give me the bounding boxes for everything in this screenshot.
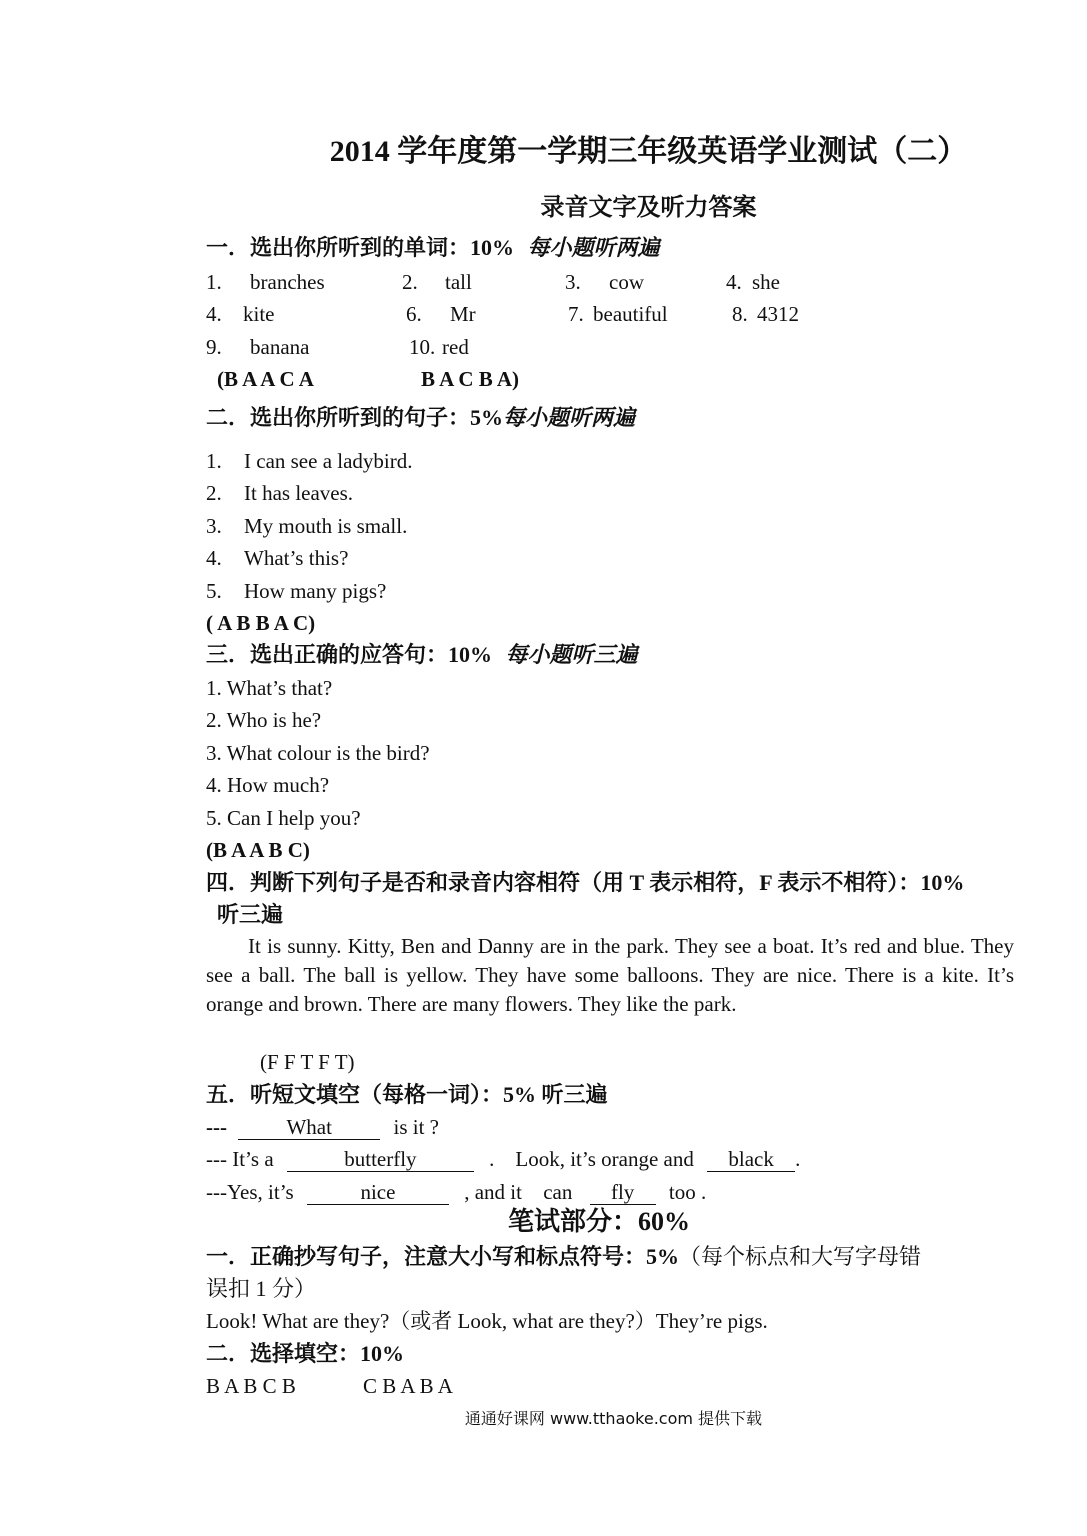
section4-passage: It is sunny. Kitty, Ben and Danny are in the park. They see a boat. It’s red and blue. They see a ball. The ball is yellow. They have some balloons. They are nice. There is a kite. It’s orange and brown. There are many flowers. They like the park. (206, 934, 1014, 1016)
list-item-number: 2. (206, 481, 222, 505)
written-q2-heading: 二．选择填空：10% (206, 1341, 405, 1366)
list-item: What’s this? (244, 546, 349, 570)
answer-blank: black (707, 1149, 795, 1172)
answer-blank: nice (307, 1182, 449, 1205)
section5-heading: 五．听短文填空（每格一词）：5% 听三遍 (206, 1082, 608, 1107)
section1-item: beautiful (593, 302, 668, 326)
section1-answer: B A C B A) (421, 367, 520, 391)
section4-heading: 四．判断下列句子是否和录音内容相符（用 T 表示相符，F 表示不相符）：10% (206, 870, 965, 895)
section1-item: Mr (450, 302, 476, 326)
section1-item: banana (250, 335, 310, 359)
list-item-number: 5. (206, 579, 222, 603)
fill-line: --- It’s a butterfly . Look, it’s orange and black . (206, 1147, 801, 1171)
fill-line: ---Yes, it’s nice , and it can fly too . (206, 1180, 707, 1204)
section3-answer: (B A A B C) (206, 838, 310, 862)
list-item: It has leaves. (244, 481, 354, 505)
section1-item: 3. (565, 270, 581, 294)
list-item-number: 3. (206, 514, 222, 538)
list-item: I can see a ladybird. (244, 449, 413, 473)
list-item: 5. Can I help you? (206, 806, 361, 830)
section1-item: cow (609, 270, 644, 294)
section2-answer: ( A B B A C) (206, 611, 316, 635)
written-q1-answer: Look! What are they?（或者 Look, what are they?）They’re pigs. (206, 1309, 768, 1333)
section1-item: 2. (402, 270, 418, 294)
section1-item: 4. (726, 270, 742, 294)
fill-line: --- What is it ? (206, 1115, 439, 1139)
section1-item: 4. (206, 302, 222, 326)
page-footer: 通通好课网 www.tthaoke.com 提供下载 (464, 1409, 763, 1428)
answer-blank: fly (590, 1182, 656, 1205)
list-item: How many pigs? (244, 579, 387, 603)
section1-item: red (442, 335, 469, 359)
written-part-heading: 笔试部分：60% (508, 1207, 691, 1236)
section4-heading-cont: 听三遍 (217, 902, 284, 927)
section1-item: 9. (206, 335, 222, 359)
section3-heading: 三．选出正确的应答句：10% 每小题听三遍 (206, 642, 638, 667)
section1-item: kite (243, 302, 275, 326)
section1-item: tall (445, 270, 472, 294)
section1-answer: (B A A C A (217, 367, 314, 391)
written-q2-answer: C B A B A (363, 1374, 453, 1398)
section1-item: she (752, 270, 780, 294)
section1-item: 1. (206, 270, 222, 294)
section1-item: 4312 (757, 302, 799, 326)
answer-blank: What (238, 1117, 380, 1140)
list-item-number: 1. (206, 449, 222, 473)
section1-item: 6. (406, 302, 422, 326)
written-q1-heading-cont: 误扣 1 分） (206, 1276, 317, 1301)
section1-item: 10. (409, 335, 436, 359)
section1-item: branches (250, 270, 325, 294)
list-item: 2. Who is he? (206, 708, 322, 732)
section2-heading: 二．选出你所听到的句子：5%每小题听两遍 (206, 405, 636, 430)
written-q2-answer: B A B C B (206, 1374, 296, 1398)
section1-item: 7. (568, 302, 584, 326)
list-item: 3. What colour is the bird? (206, 741, 430, 765)
section1-item: 8. (732, 302, 748, 326)
list-item: 1. What’s that? (206, 676, 333, 700)
section4-answer: (F F T F T) (260, 1050, 355, 1074)
list-item-number: 4. (206, 546, 222, 570)
page-subtitle: 录音文字及听力答案 (540, 195, 757, 221)
list-item: My mouth is small. (244, 514, 408, 538)
section1-heading: 一．选出你所听到的单词：10% 每小题听两遍 (206, 235, 660, 260)
answer-blank: butterfly (287, 1149, 474, 1172)
page-title: 2014 学年度第一学期三年级英语学业测试（二） (329, 135, 968, 168)
list-item: 4. How much? (206, 773, 330, 797)
written-q1-heading: 一．正确抄写句子，注意大小写和标点符号：5%（每个标点和大写字母错 (206, 1244, 922, 1269)
